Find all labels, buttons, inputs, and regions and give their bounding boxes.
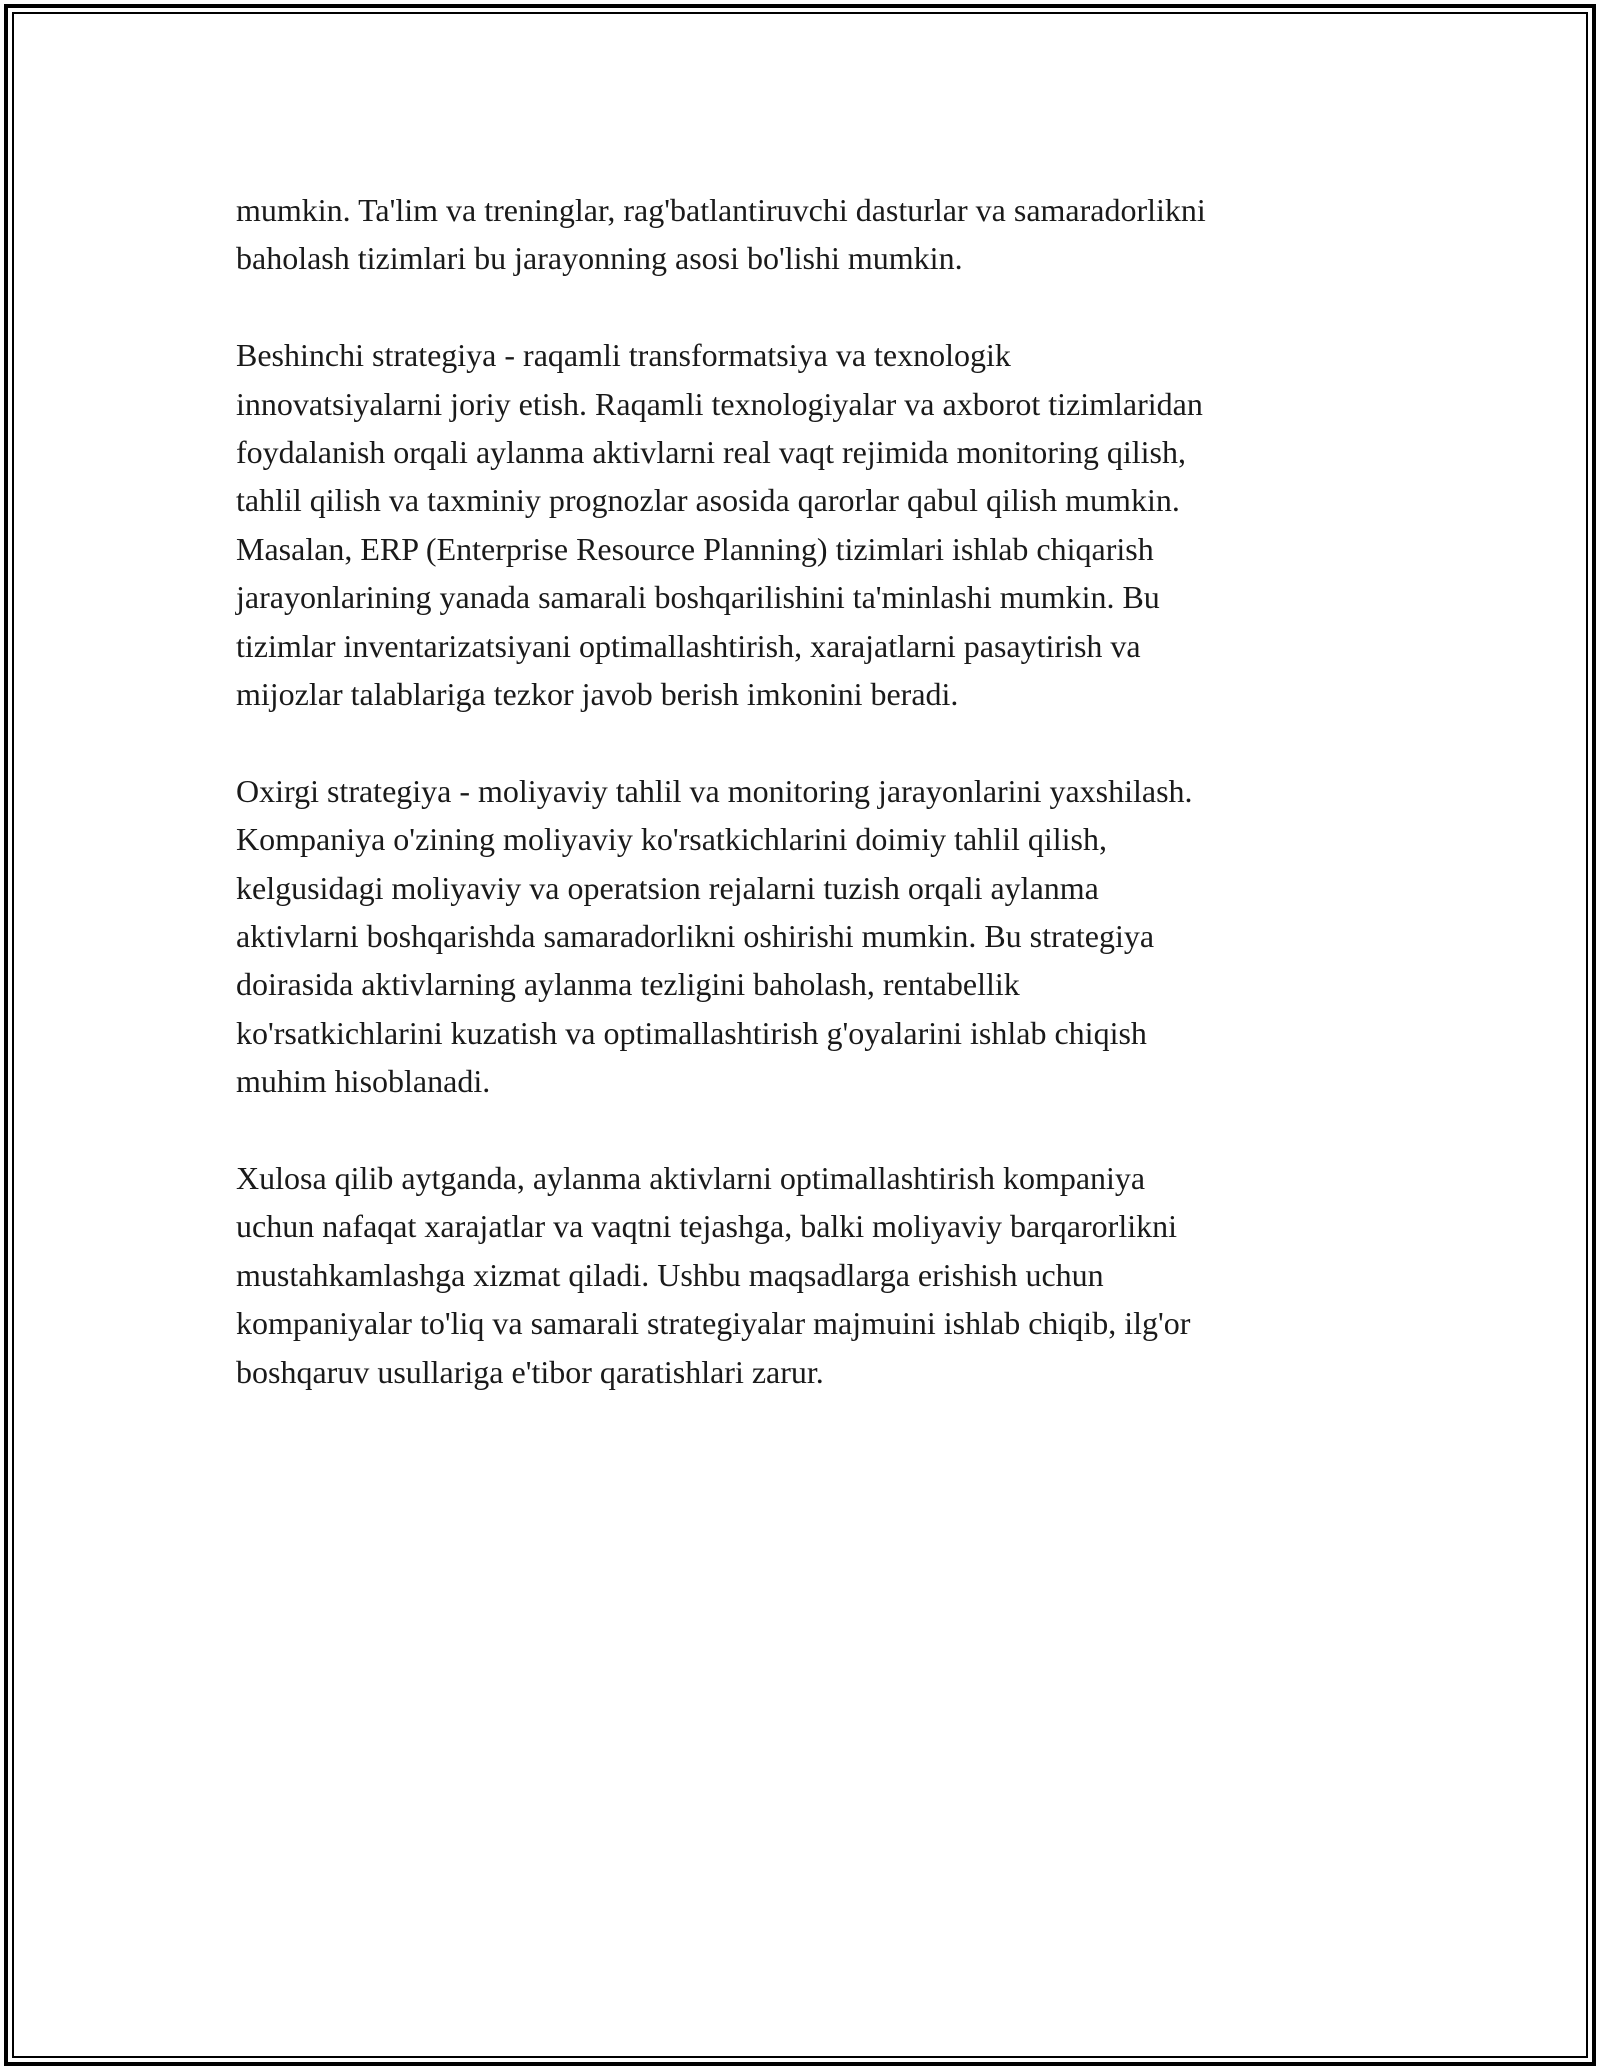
text-line: doirasida aktivlarning aylanma tezligini baholash, rentabellik [236, 966, 1020, 1003]
text-line: mijozlar talablariga tezkor javob berish imkonini beradi. [236, 676, 959, 713]
text-line: uchun nafaqat xarajatlar va vaqtni tejashga, balki moliyaviy barqarorlikni [236, 1208, 1177, 1245]
text-line: mustahkamlashga xizmat qiladi. Ushbu maqsadlarga erishish uchun [236, 1256, 1104, 1293]
text-line: mumkin. Ta'lim va treninglar, rag'batlantiruvchi dasturlar va samaradorlikni [236, 192, 1206, 228]
text-line: baholash tizimlari bu jarayonning asosi bo'lishi mumkin. [236, 240, 963, 277]
text-line: jarayonlarining yanada samarali boshqarilishini ta'minlashi mumkin. Bu [236, 579, 1160, 616]
document-body [236, 186, 1386, 1445]
text-line: Xulosa qilib aytganda, aylanma aktivlarni optimallashtirish kompaniya [236, 1160, 1146, 1197]
text-line: ko'rsatkichlarini kuzatish va optimallashtirish g'oyalarini ishlab chiqish [236, 1014, 1147, 1051]
text-line: innovatsiyalarni joriy etish. Raqamli texnologiyalar va axborot tizimlaridan [236, 385, 1203, 422]
text-line: aktivlarni boshqarishda samaradorlikni oshirishi mumkin. Bu strategiya [236, 918, 1155, 955]
text-line: Beshinchi strategiya - raqamli transformatsiya va texnologik [236, 337, 1011, 374]
text-line: kelgusidagi moliyaviy va operatsion rejalarni tuzish orqali aylanma [236, 869, 1099, 906]
text-line: muhim hisoblanadi. [236, 1063, 491, 1100]
paragraph [236, 186, 1386, 283]
text-line: Masalan, ERP (Enterprise Resource Planning) tizimlari ishlab chiqarish [236, 530, 1154, 567]
text-line: foydalanish orqali aylanma aktivlarni real vaqt rejimida monitoring qilish, [236, 434, 1186, 471]
paragraph [236, 1154, 1386, 1396]
text-line: kompaniyalar to'liq va samarali strategiyalar majmuini ishlab chiqib, ilg'or [236, 1305, 1191, 1342]
paragraph [236, 767, 1386, 1106]
text-line: boshqaruv usullariga e'tibor qaratishlari zarur. [236, 1353, 824, 1390]
paragraph [236, 331, 1386, 718]
text-line: Oxirgi strategiya - moliyaviy tahlil va monitoring jarayonlarini yaxshilash. [236, 772, 1193, 809]
text-line: Kompaniya o'zining moliyaviy ko'rsatkichlarini doimiy tahlil qilish, [236, 821, 1107, 858]
text-line: tizimlar inventarizatsiyani optimallashtirish, xarajatlarni pasaytirish va [236, 627, 1141, 664]
text-line: tahlil qilish va taxminiy prognozlar asosida qarorlar qabul qilish mumkin. [236, 482, 1180, 519]
